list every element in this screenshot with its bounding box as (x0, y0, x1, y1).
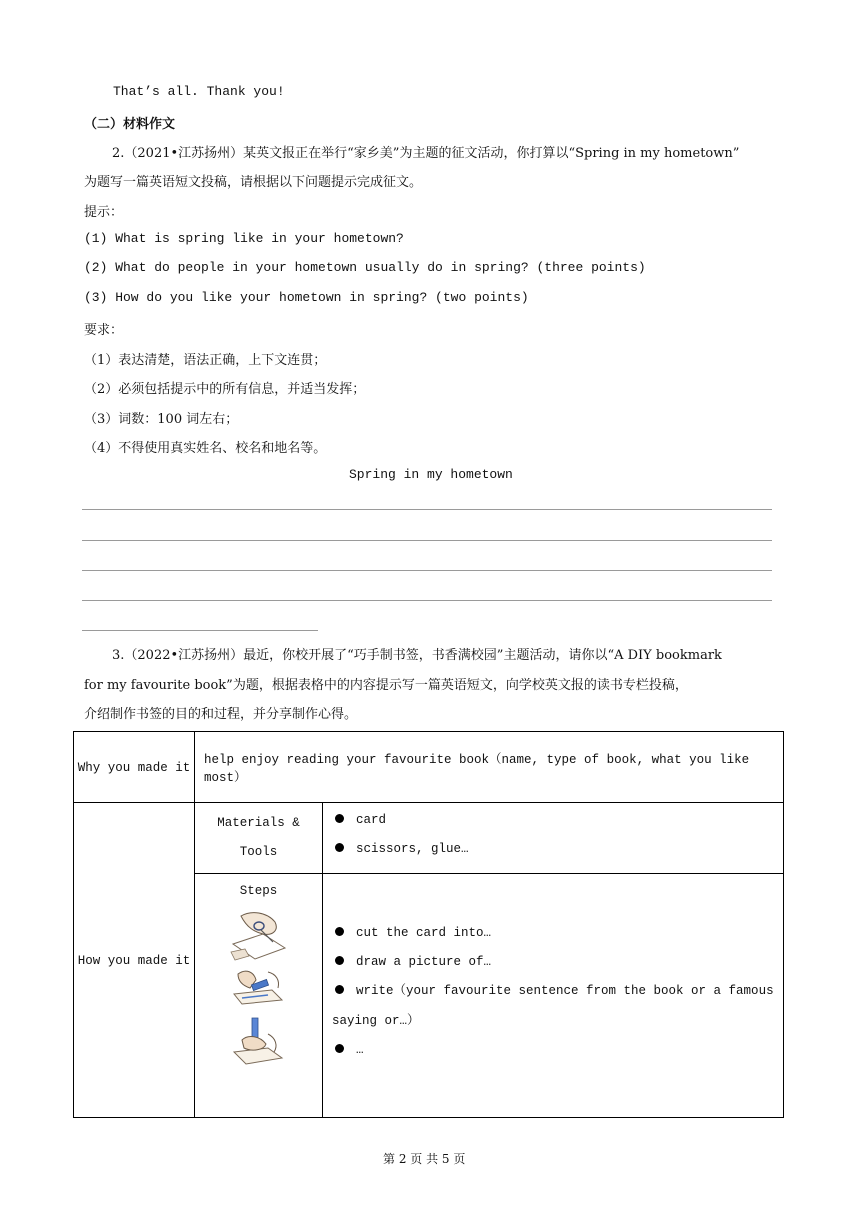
page-footer: 第 2 页 共 5 页 (383, 1152, 466, 1166)
bullet-icon (335, 956, 344, 965)
steps-list (323, 874, 784, 1118)
list-item: cut the card into… (323, 919, 783, 948)
steps-cell (195, 874, 323, 1118)
list-item: card (323, 806, 783, 835)
list-item: write（your favourite sentence from the book or a famous (323, 977, 783, 1006)
requirements-label: 要求： (84, 323, 124, 338)
bullet-icon (335, 814, 344, 823)
question-3-line-1: 3.（2022•江苏扬州）最近，你校开展了“巧手制书签，书香满校园”主题活动，请你以“A DIY bookmark (112, 648, 722, 663)
bullet-icon (335, 843, 344, 852)
writing-line-2 (82, 540, 772, 541)
hint-3: (3) How do you like your hometown in spring? (two points) (84, 290, 529, 305)
essay-title: Spring in my hometown (349, 467, 513, 482)
question-2-line-1: 2.（2021•江苏扬州）某英文报正在举行“家乡美”为主题的征文活动，你打算以“Spring in my hometown” (112, 146, 740, 161)
writing-line-5 (82, 630, 318, 631)
requirement-2: （2）必须包括提示中的所有信息，并适当发挥； (84, 382, 366, 397)
table-row-materials (74, 803, 784, 874)
bullet-icon (335, 1044, 344, 1053)
list-item: … (323, 1036, 783, 1065)
bookmark-table (73, 731, 784, 1118)
row-label-why: Why you made it (74, 732, 195, 803)
row-content-why: help enjoy reading your favourite book（name, type of book, what you like most） (195, 732, 784, 803)
row-label-how: How you made it (74, 803, 195, 1118)
requirement-4: （4）不得使用真实姓名、校名和地名等。 (84, 441, 327, 456)
question-3-line-2: for my favourite book”为题，根据表格中的内容提示写一篇英语短文，向学校英文报的读书专栏投稿， (84, 678, 688, 693)
question-2-line-2: 为题写一篇英语短文投稿，请根据以下问题提示完成征文。 (84, 175, 423, 190)
hint-label: 提示： (84, 205, 124, 220)
writing-illustration (228, 1014, 290, 1066)
writing-line-1 (82, 509, 772, 510)
requirement-1: （1）表达清楚，语法正确，上下文连贯； (84, 353, 327, 368)
steps-label: Steps (239, 884, 278, 898)
table-row-why (74, 732, 784, 803)
hint-1: (1) What is spring like in your hometown? (84, 231, 404, 246)
writing-line-4 (82, 600, 772, 601)
requirement-3: （3）词数：100 词左右； (84, 412, 239, 427)
list-item: draw a picture of… (323, 948, 783, 977)
list-item-continuation: saying or…） (332, 1014, 420, 1028)
question-3-line-3: 介绍制作书签的目的和过程，并分享制作心得。 (84, 707, 358, 722)
hint-2: (2) What do people in your hometown usually do in spring? (three points) (84, 260, 646, 275)
writing-line-3 (82, 570, 772, 571)
materials-label: Materials & Tools (195, 803, 323, 874)
bullet-icon (335, 985, 344, 994)
materials-list (323, 803, 784, 874)
list-item: scissors, glue… (323, 835, 783, 864)
closing-line: That’s all. Thank you! (113, 84, 285, 99)
cutting-card-illustration (223, 904, 295, 962)
bullet-icon (335, 927, 344, 936)
drawing-picture-illustration (228, 964, 290, 1008)
section-heading: （二）材料作文 (84, 117, 176, 132)
